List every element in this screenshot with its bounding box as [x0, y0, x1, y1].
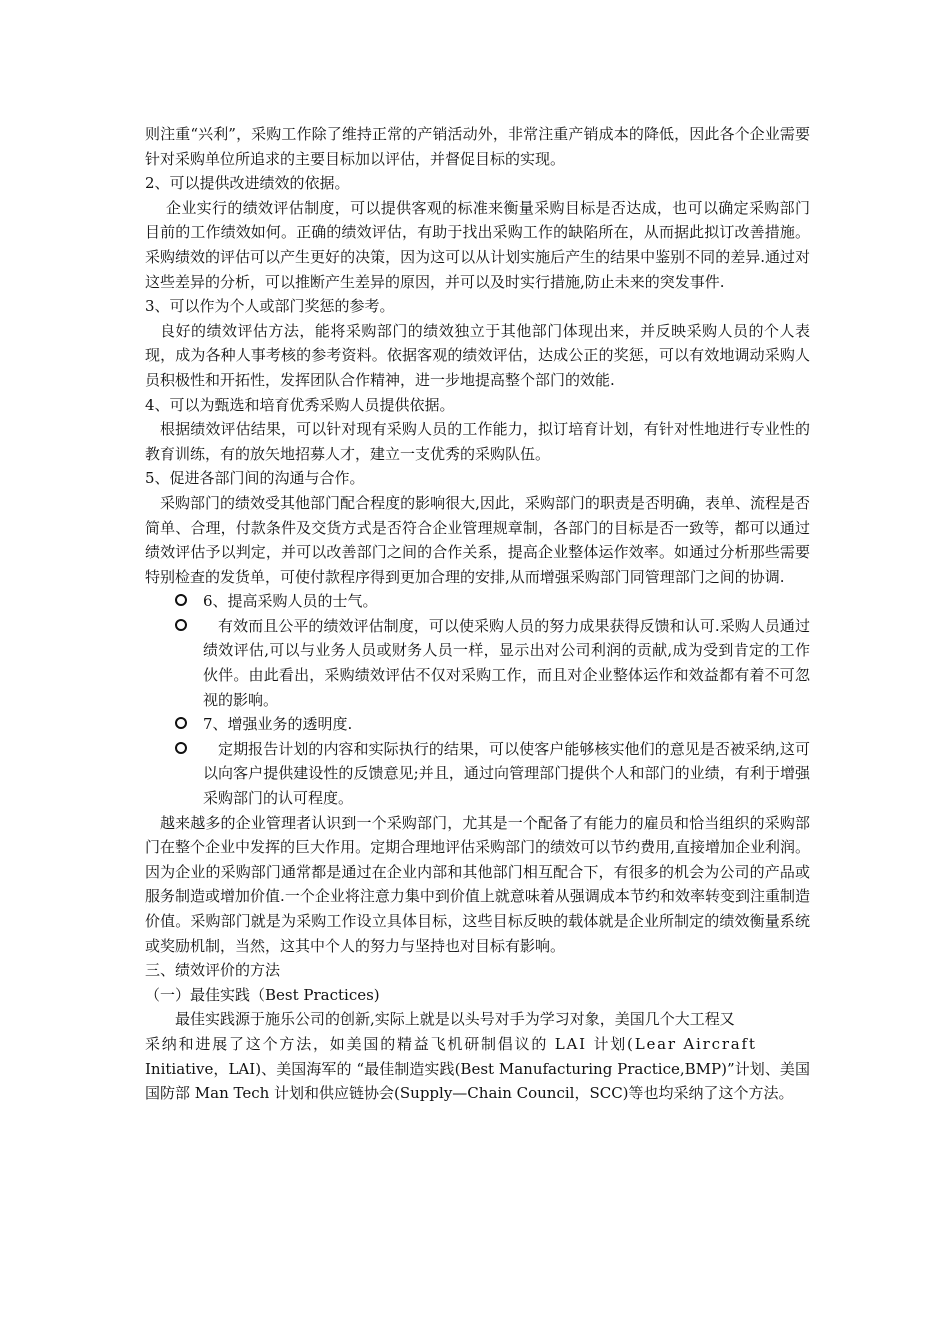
paragraph: 最佳实践源于施乐公司的创新,实际上就是以头号对手为学习对象，美国几个大工程又 — [175, 1010, 735, 1029]
paragraph: 采纳和进展了这个方法，如美国的精益飞机研制倡议的 LAI 计划(Lear Aircraft — [145, 1034, 757, 1053]
hollow-circle-bullet-icon — [175, 717, 187, 729]
paragraph: 越来越多的企业管理者认识到一个采购部门，尤其是一个配备了有能力的雇员和恰当组织的采购部门在整个企业中发挥的巨大作用。定期合理地评估采购部门的绩效可以节约费用,直接增加企业利润。因为企业的采购部门通常都是通过在企业内部和其他部门相互配合下，有很多的机会为公司的产品或服务制造或增加价值.一个企业将注意力集中到价值上就意味着从强调成本节约和效率转变到注重制造价值。采购部门就是为采购工作设立具体目标，这些目标反映的载体就是企业所制定的绩效衡量系统或奖励机制，当然，这其中个人的努力与坚持也对目标有影响。 — [145, 813, 810, 955]
paragraph: 良好的绩效评估方法，能将采购部门的绩效独立于其他部门体现出来，并反映采购人员的个人表现，成为各种人事考核的参考资料。依据客观的绩效评估，达成公正的奖惩，可以有效地调动采购人员积极性和开拓性，发挥团队合作精神，进一步地提高整个部门的效能. — [145, 321, 810, 389]
paragraph: 根据绩效评估结果，可以针对现有采购人员的工作能力，拟订培育计划，有针对性地进行专业性的教育训练，有的放矢地招募人才，建立一支优秀的采购队伍。 — [145, 420, 810, 463]
subsection-heading: （一）最佳实践（Best Practices) — [145, 985, 380, 1004]
item-heading: 3、可以作为个人或部门奖惩的参考。 — [145, 297, 395, 316]
item-heading: 4、可以为甄选和培育优秀采购人员提供依据。 — [145, 395, 455, 414]
document-page — [145, 122, 810, 1106]
item-heading: 2、可以提供改进绩效的依据。 — [145, 174, 350, 193]
list-item-text: 6、提高采购人员的士气。 — [203, 592, 378, 611]
hollow-circle-bullet-icon — [175, 619, 187, 631]
list-item — [145, 614, 810, 712]
bullet-list — [145, 589, 810, 810]
hollow-circle-bullet-icon — [175, 594, 187, 606]
list-item-text: 定期报告计划的内容和实际执行的结果，可以使客户能够核实他们的意见是否被采纳,这可以向客户提供建设性的反馈意见;并且，通过向管理部门提供个人和部门的业绩，有利于增强采购部门的认可程度。 — [203, 739, 810, 808]
list-item-text: 7、增强业务的透明度. — [203, 715, 353, 734]
hollow-circle-bullet-icon — [175, 742, 187, 754]
list-item — [145, 589, 810, 614]
paragraph: 则注重“兴利”，采购工作除了维持正常的产销活动外，非常注重产销成本的降低，因此各个企业需要针对采购单位所追求的主要目标加以评估，并督促目标的实现。 — [145, 125, 810, 168]
section-heading: 三、绩效评价的方法 — [145, 961, 281, 980]
list-item — [145, 737, 810, 811]
paragraph: Initiative，LAI)、美国海军的 “最佳制造实践(Best Manufacturing Practice,BMP)”计划、美国国防部 Man Tech 计划和供应链协会(Supply—Chain Council，SCC)等也均采纳了这个方法。 — [145, 1059, 810, 1103]
item-heading: 5、促进各部门间的沟通与合作。 — [145, 469, 365, 488]
paragraph: 采购部门的绩效受其他部门配合程度的影响很大,因此，采购部门的职责是否明确，表单、流程是否简单、合理，付款条件及交货方式是否符合企业管理规章制，各部门的目标是否一致等，都可以通过绩效评估予以判定，并可以改善部门之间的合作关系，提高企业整体运作效率。如通过分析那些需要特别检查的发货单，可使付款程序得到更加合理的安排,从而增强采购部门同管理部门之间的协调. — [145, 493, 810, 586]
list-item — [145, 712, 810, 737]
list-item-text: 有效而且公平的绩效评估制度，可以使采购人员的努力成果获得反馈和认可.采购人员通过绩效评估,可以与业务人员或财务人员一样，显示出对公司利润的贡献,成为受到肯定的工作伙伴。由此看出，采购绩效评估不仅对采购工作，而且对企业整体运作和效益都有着不可忽视的影响。 — [203, 616, 810, 709]
paragraph: 企业实行的绩效评估制度，可以提供客观的标准来衡量采购目标是否达成，也可以确定采购部门目前的工作绩效如何。正确的绩效评估，有助于找出采购工作的缺陷所在，从而据此拟订改善措施。采购绩效的评估可以产生更好的决策，因为这可以从计划实施后产生的结果中鉴别不同的差异.通过对这些差异的分析，可以推断产生差异的原因，并可以及时实行措施,防止未来的突发事件. — [145, 198, 810, 291]
